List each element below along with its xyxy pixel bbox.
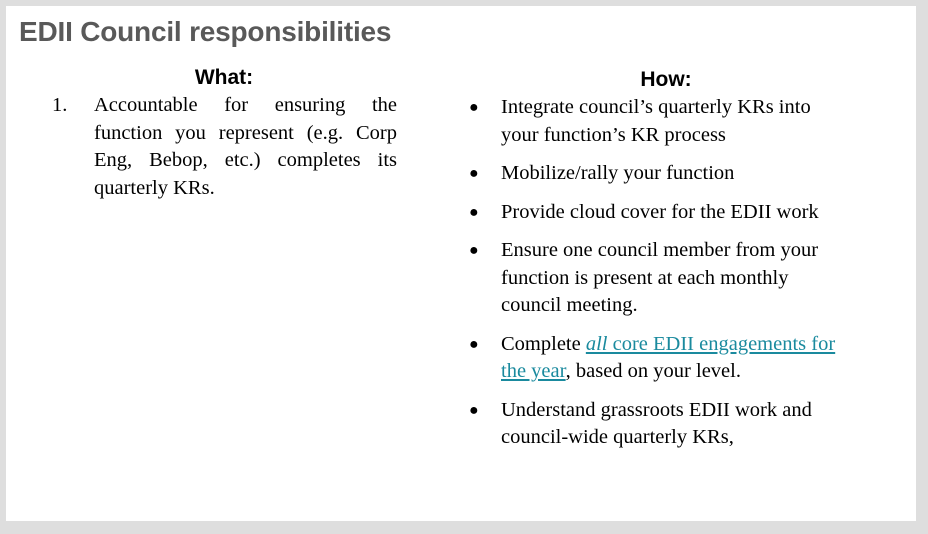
list-item-text: Mobilize/rally your function [501,162,735,184]
list-item [52,92,397,202]
list-item [458,397,848,452]
list-item [458,199,848,227]
what-list [52,92,397,202]
slide [6,6,916,521]
bullet-icon: ● [469,165,479,182]
bullet-icon: ● [469,335,479,353]
list-item-text-post: , based on your level. [565,360,741,382]
list-item [458,160,848,188]
how-heading: How: [640,68,692,91]
list-item-text: Accountable for ensuring the function you represent (e.g. Corp Eng, Bebop, etc.) completes its quarterly KRs. [94,94,397,199]
list-item [458,237,848,320]
bullet-icon: ● [469,401,479,419]
list-item-text: Integrate council’s quarterly KRs into your function’s KR process [501,96,811,146]
list-item-text: Ensure one council member from your function is present at each monthly council meeting. [501,239,819,316]
slide-title: EDII Council responsibilities [19,16,392,47]
list-number: 1. [52,94,68,116]
list-item [458,94,848,149]
list-item-text: Understand grassroots EDII work and council-wide quarterly KRs, [501,398,812,448]
bullet-icon: ● [469,242,479,259]
how-list [458,94,848,463]
link-emphasis: all [585,332,608,355]
what-heading: What: [194,66,254,89]
link-text: core EDII engagements for the year [501,332,836,382]
list-item-text [501,333,835,383]
bullet-icon: ● [469,203,479,221]
bullet-icon: ● [469,99,479,116]
list-item-text: Provide cloud cover for the EDII work [501,200,819,223]
list-item [458,331,848,386]
list-item-text-pre: Complete [501,332,586,355]
